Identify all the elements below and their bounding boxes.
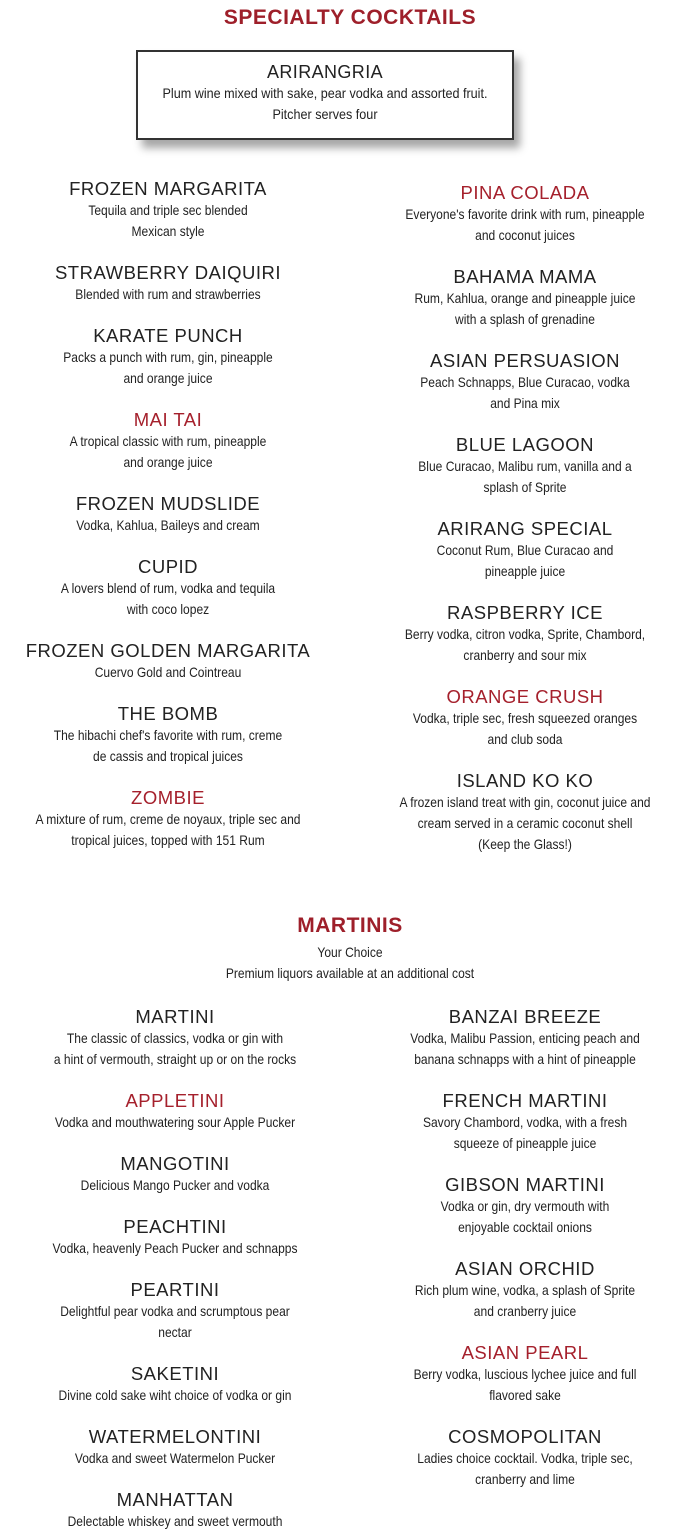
menu-item-name: FROZEN GOLDEN MARGARITA (25, 640, 311, 661)
menu-item-description: de cassis and tropical juices (93, 748, 243, 764)
menu-item-name: SAKETINI (130, 1363, 220, 1384)
menu-item-description: Blended with rum and strawberries (75, 286, 261, 302)
menu-item (350, 686, 700, 750)
menu-item (350, 350, 700, 414)
menu-item (0, 178, 336, 242)
cocktails-right-column (350, 182, 700, 855)
menu-item-description: cranberry and lime (475, 1471, 575, 1487)
menu-item (350, 602, 700, 666)
menu-item-name: FRENCH MARTINI (442, 1090, 608, 1111)
menu-item-name: PINA COLADA (460, 182, 590, 203)
menu-item-description: cream served in a ceramic coconut shell (417, 815, 633, 831)
menu-item-description: Divine cold sake wiht choice of vodka or gin (58, 1387, 292, 1403)
menu-item-description: nectar (158, 1324, 192, 1340)
menu-item-description: with coco lopez (126, 601, 210, 617)
menu-item (350, 1258, 700, 1322)
menu-item-description: and coconut juices (475, 227, 575, 243)
menu-item-description: Mexican style (131, 223, 205, 239)
menu-item-description: and orange juice (123, 454, 213, 470)
martinis-right-column (350, 1006, 700, 1490)
menu-item (350, 770, 700, 855)
menu-item (0, 640, 336, 683)
menu-item-description: Berry vodka, luscious lychee juice and full (413, 1366, 637, 1382)
menu-item-description: Delicious Mango Pucker and vodka (80, 1177, 270, 1193)
feature-desc-line: Plum wine mixed with sake, pear vodka and assorted fruit. (162, 85, 488, 101)
menu-item-description: A frozen island treat with gin, coconut juice and (399, 794, 651, 810)
menu-item-name: BAHAMA MAMA (453, 266, 597, 287)
menu-item-description: banana schnapps with a hint of pineapple (414, 1051, 636, 1067)
menu-item-name: THE BOMB (117, 703, 219, 724)
menu-item (0, 1006, 350, 1070)
menu-item-description: and club soda (487, 731, 563, 747)
menu-item-name: COSMOPOLITAN (448, 1426, 602, 1447)
menu-item-name: ZOMBIE (131, 787, 205, 808)
menu-item (0, 556, 336, 620)
menu-item (350, 182, 700, 246)
menu-item (350, 1342, 700, 1406)
menu-item-name: BLUE LAGOON (455, 434, 595, 455)
menu-item (0, 325, 336, 389)
martinis-left-column (0, 1006, 350, 1532)
menu-item-description: Blue Curacao, Malibu rum, vanilla and a (418, 458, 632, 474)
menu-item-description: Peach Schnapps, Blue Curacao, vodka (420, 374, 630, 390)
menu-item-description: Vodka, triple sec, fresh squeezed oranges (412, 710, 638, 726)
menu-item (350, 1174, 700, 1238)
menu-item-description: enjoyable cocktail onions (458, 1219, 592, 1235)
menu-item (350, 266, 700, 330)
menu-item (350, 1006, 700, 1070)
menu-item-description: flavored sake (489, 1387, 561, 1403)
menu-item-description: Rich plum wine, vodka, a splash of Sprite (414, 1282, 636, 1298)
menu-item-description: Vodka, Kahlua, Baileys and cream (76, 517, 260, 533)
menu-item-description: Delectable whiskey and sweet vermouth (67, 1513, 283, 1529)
menu-item-description: Cuervo Gold and Cointreau (94, 664, 242, 680)
menu-item-name: FROZEN MUDSLIDE (75, 493, 261, 514)
menu-item-description: Packs a punch with rum, gin, pineapple (63, 349, 273, 365)
menu-item-description: cranberry and sour mix (463, 647, 587, 663)
menu-item-name: ARIRANG SPECIAL (437, 518, 613, 539)
menu-item-description: and cranberry juice (473, 1303, 577, 1319)
menu-item-description: pineapple juice (484, 563, 566, 579)
menu-item-description: Berry vodka, citron vodka, Sprite, Chambord, (404, 626, 646, 642)
menu-item-name: STRAWBERRY DAIQUIRI (54, 262, 282, 283)
menu-item (0, 1153, 350, 1196)
feature-name: ARIRANGRIA (266, 62, 384, 82)
menu-item (0, 262, 336, 305)
menu-item (350, 434, 700, 498)
menu-item-description: Tequila and triple sec blended (88, 202, 248, 218)
menu-item (0, 1426, 350, 1469)
feature-desc-line: Pitcher serves four (272, 106, 378, 122)
menu-item-description: The hibachi chef's favorite with rum, creme (53, 727, 283, 743)
menu-item-name: ASIAN PERSUASION (430, 350, 620, 371)
menu-item-description: a hint of vermouth, straight up or on the rocks (53, 1051, 297, 1067)
menu-item-name: CUPID (137, 556, 199, 577)
menu-item (0, 1363, 350, 1406)
menu-item-name: PEARTINI (130, 1279, 220, 1300)
menu-item-description: Vodka, heavenly Peach Pucker and schnapps (52, 1240, 298, 1256)
menu-item-name: ORANGE CRUSH (446, 686, 604, 707)
menu-item-description: Vodka, Malibu Passion, enticing peach and (410, 1030, 640, 1046)
menu-item (350, 1426, 700, 1490)
menu-item-description: Vodka or gin, dry vermouth with (440, 1198, 610, 1214)
menu-item-description: A tropical classic with rum, pineapple (69, 433, 267, 449)
menu-item-description: and Pina mix (490, 395, 560, 411)
menu-item-description: Vodka and sweet Watermelon Pucker (74, 1450, 276, 1466)
cocktails-left-column (0, 178, 336, 851)
feature-box (136, 50, 514, 140)
menu-item-description: The classic of classics, vodka or gin with (66, 1030, 284, 1046)
menu-item-description: Everyone's favorite drink with rum, pineapple (405, 206, 645, 222)
menu-item (350, 518, 700, 582)
menu-item-name: MAI TAI (133, 409, 203, 430)
menu-item-description: splash of Sprite (483, 479, 567, 495)
menu-item-name: PEACHTINI (123, 1216, 227, 1237)
menu-item-name: KARATE PUNCH (93, 325, 243, 346)
menu-item-description: A mixture of rum, creme de noyaux, triple sec and (35, 811, 301, 827)
menu-item-name: ISLAND KO KO (456, 770, 594, 791)
menu-item-name: FROZEN MARGARITA (69, 178, 267, 199)
menu-item-name: ASIAN ORCHID (455, 1258, 595, 1279)
menu-item-name: WATERMELONTINI (88, 1426, 262, 1447)
menu-item (0, 703, 336, 767)
menu-item-description: Vodka and mouthwatering sour Apple Pucker (54, 1114, 296, 1130)
menu-item-name: APPLETINI (125, 1090, 225, 1111)
menu-item-description: (Keep the Glass!) (478, 836, 572, 852)
menu-item-description: Ladies choice cocktail. Vodka, triple sec, (417, 1450, 633, 1466)
menu-item-description: A lovers blend of rum, vodka and tequila (60, 580, 276, 596)
menu-item-name: MANHATTAN (116, 1489, 234, 1510)
martinis-subtitle-line: Premium liquors available at an additional cost (225, 965, 475, 981)
menu-item-description: with a splash of grenadine (455, 311, 595, 327)
menu-item-name: ASIAN PEARL (461, 1342, 589, 1363)
menu-item (0, 787, 336, 851)
menu-item (0, 1279, 350, 1343)
menu-item (0, 1489, 350, 1532)
menu-item-name: MARTINI (135, 1006, 215, 1027)
menu-item-description: Rum, Kahlua, orange and pineapple juice (414, 290, 636, 306)
menu-item-description: tropical juices, topped with 151 Rum (71, 832, 265, 848)
menu-item (350, 1090, 700, 1154)
menu-item-description: and orange juice (123, 370, 213, 386)
menu-item-name: MANGOTINI (120, 1153, 230, 1174)
menu-item (0, 493, 336, 536)
menu-item-description: Savory Chambord, vodka, with a fresh (422, 1114, 628, 1130)
menu-item-description: squeeze of pineapple juice (453, 1135, 597, 1151)
menu-item-name: GIBSON MARTINI (445, 1174, 605, 1195)
menu-item-description: Delightful pear vodka and scrumptous pear (60, 1303, 290, 1319)
menu-item (0, 1216, 350, 1259)
menu-item-description: Coconut Rum, Blue Curacao and (436, 542, 614, 558)
menu-item (0, 409, 336, 473)
menu-item-name: BANZAI BREEZE (448, 1006, 602, 1027)
martinis-subtitle-line: Your Choice (317, 944, 383, 960)
menu-item-name: RASPBERRY ICE (447, 602, 603, 623)
menu-item (0, 1090, 350, 1133)
martinis-title: MARTINIS (297, 914, 403, 937)
specialty-cocktails-title: SPECIALTY COCKTAILS (223, 6, 477, 29)
